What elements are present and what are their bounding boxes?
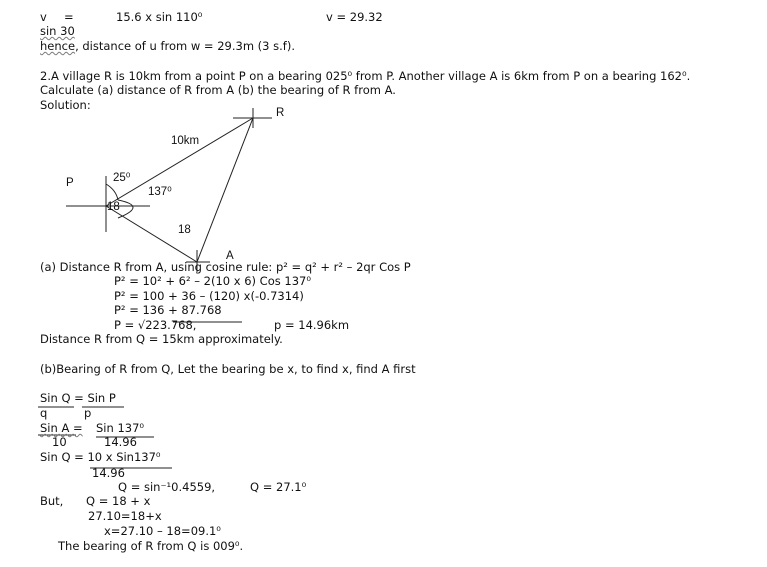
label-p: P bbox=[66, 177, 74, 189]
part-a-conclusion: Distance R from Q = 15km approximately. bbox=[40, 332, 283, 346]
hence-rest: , distance of u from w = 29.3m (3 s.f). bbox=[75, 39, 295, 53]
part-b-sin137: Sin 137⁰ bbox=[96, 421, 144, 435]
side-ra bbox=[197, 118, 253, 262]
angle-18-inner-label: 18 bbox=[107, 201, 120, 213]
part-b-conclusion: The bearing of R from Q is 009⁰. bbox=[58, 539, 244, 553]
side-pr-length: 10km bbox=[171, 135, 200, 147]
part-b-sina: Sin A = bbox=[40, 421, 83, 435]
part-a-line-1: (a) Distance R from A, using cosine rule: p² = q² + r² – 2qr Cos P bbox=[40, 260, 411, 274]
part-b-sine-rule: Sin Q = Sin P bbox=[40, 391, 116, 405]
v-symbol: v bbox=[40, 10, 47, 24]
label-r: R bbox=[276, 107, 285, 119]
label-a: A bbox=[226, 250, 234, 262]
solution-heading: Solution: bbox=[40, 98, 91, 112]
angle-18-side-label: 18 bbox=[178, 224, 191, 236]
part-b-q-result: Q = 27.1⁰ bbox=[250, 480, 307, 494]
part-b-q-equation: Q = 18 + x bbox=[86, 494, 151, 508]
part-a-result: p = 14.96km bbox=[274, 318, 350, 332]
equals-sign: = bbox=[64, 10, 74, 24]
part-b-denominator-q: q bbox=[40, 406, 48, 420]
part-b-but: But, bbox=[40, 494, 64, 508]
side-pr bbox=[106, 118, 253, 206]
part-b-10: 10 bbox=[52, 435, 67, 449]
hence-word: hence bbox=[40, 39, 76, 53]
part-b-sinq-denominator: 14.96 bbox=[92, 466, 125, 480]
part-b-x-result: x=27.10 – 18=09.1⁰ bbox=[104, 524, 221, 538]
part-a-line-5: P = √223.768, bbox=[114, 318, 197, 332]
sine-denominator: sin 30 bbox=[40, 24, 75, 38]
angle-25-arc bbox=[106, 184, 118, 200]
part-b-substitution: 27.10=18+x bbox=[88, 509, 162, 523]
part-a-line-3: P² = 100 + 36 – (120) x(-0.7314) bbox=[114, 289, 304, 303]
part-b-line-1: (b)Bearing of R from Q, Let the bearing be x, to find x, find A first bbox=[40, 362, 416, 376]
angle-25-label: 25⁰ bbox=[113, 172, 131, 184]
part-a-line-4: P² = 136 + 87.768 bbox=[114, 303, 222, 317]
question-line-2: Calculate (a) distance of R from A (b) the bearing of R from A. bbox=[40, 83, 396, 97]
part-a-line-2: P² = 10² + 6² – 2(10 x 6) Cos 137⁰ bbox=[114, 274, 311, 288]
question-line-1: 2.A village R is 10km from a point P on a bearing 025⁰ from P. Another village A is 6km from P on a bearing 162⁰. bbox=[40, 69, 691, 83]
part-b-denominator-p: p bbox=[84, 406, 92, 420]
angle-137-label: 137⁰ bbox=[148, 186, 172, 198]
part-b-sinq-line: Sin Q = 10 x Sin137⁰ bbox=[40, 450, 161, 464]
part-b-inverse-sine: Q = sin⁻¹0.4559, bbox=[118, 480, 216, 494]
sine-rule-expression: 15.6 x sin 110⁰ bbox=[116, 10, 203, 24]
v-result: v = 29.32 bbox=[326, 10, 383, 24]
part-b-1496: 14.96 bbox=[104, 435, 137, 449]
